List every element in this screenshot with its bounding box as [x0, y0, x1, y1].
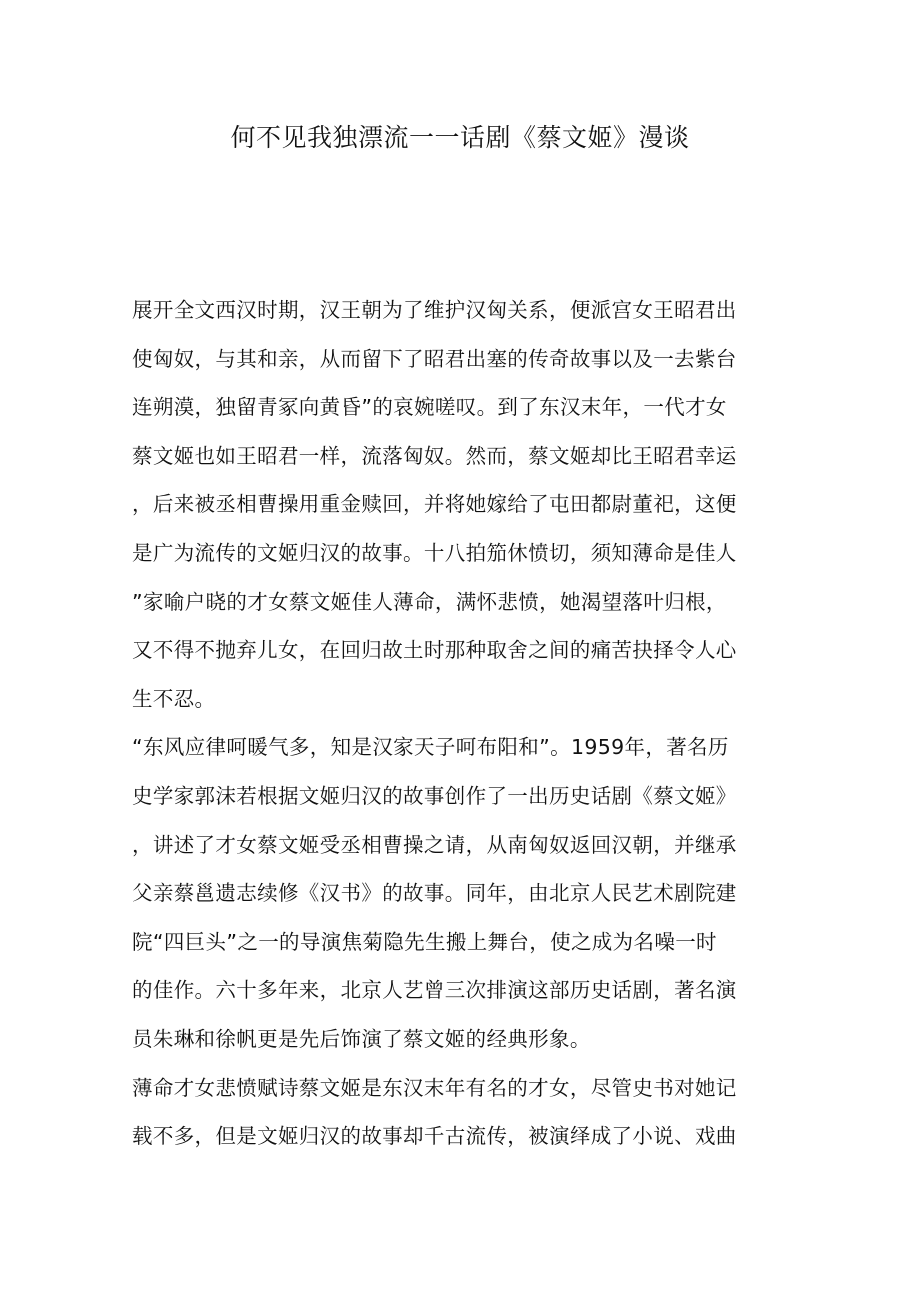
text-line: 展开全文西汉时期，汉王朝为了维护汉匈关系，便派宫女王昭君出	[132, 298, 737, 322]
text-line: 载不多，但是文姬归汉的故事却千古流传，被演绎成了小说、戏曲	[132, 1124, 737, 1149]
text-line: 院“四巨头”之一的导演焦菊隐先生搬上舞台，使之成为名噪一时	[132, 929, 717, 954]
text-line: 又不得不抛弃儿女，在回归故土时那种取舍之间的痛苦抉择令人心	[132, 638, 737, 663]
text-line: 蔡文姬也如王昭君一样，流落匈奴。然而，蔡文姬却比王昭君幸运	[132, 443, 737, 468]
text-line: 是广为流传的文姬归汉的故事。十八拍笳休愤切，须知薄命是佳人	[132, 540, 737, 565]
text-line: ，讲述了才女蔡文姬受丞相曹操之请，从南匈奴返回汉朝，并继承	[132, 832, 737, 857]
text-line: 使匈奴，与其和亲，从而留下了昭君出塞的传奇故事以及一去紫台	[132, 346, 737, 371]
text-line: 父亲蔡邕遗志续修《汉书》的故事。同年，由北京人民艺术剧院建	[132, 881, 737, 906]
document-body	[132, 286, 782, 1161]
text-line: “东风应律呵暖气多，知是汉家天子呵布阳和”。1959年，著名历	[132, 735, 729, 760]
text-line: ，后来被丞相曹操用重金赎回，并将她嫁给了屯田都尉董祀，这便	[132, 492, 737, 517]
text-line: 员朱琳和徐帆更是先后饰演了蔡文姬的经典形象。	[132, 1026, 591, 1051]
text-line: 生不忍。	[132, 686, 216, 711]
text-line: 史学家郭沫若根据文姬归汉的故事创作了一出历史话剧《蔡文姬》	[132, 783, 737, 808]
document-title: 何不见我独漂流一一话剧《蔡文姬》漫谈	[230, 123, 690, 152]
text-line: 薄命才女悲愤赋诗蔡文姬是东汉末年有名的才女，尽管史书对她记	[132, 1075, 737, 1100]
text-line: 连朔漠，独留青冢向黄昏”的哀婉嗟叹。到了东汉末年，一代才女	[132, 395, 727, 420]
text-line: 的佳作。六十多年来，北京人艺曾三次排演这部历史话剧，著名演	[132, 978, 737, 1003]
text-line: ”家喻户晓的才女蔡文姬佳人薄命，满怀悲愤，她渴望落叶归根，	[132, 589, 727, 614]
